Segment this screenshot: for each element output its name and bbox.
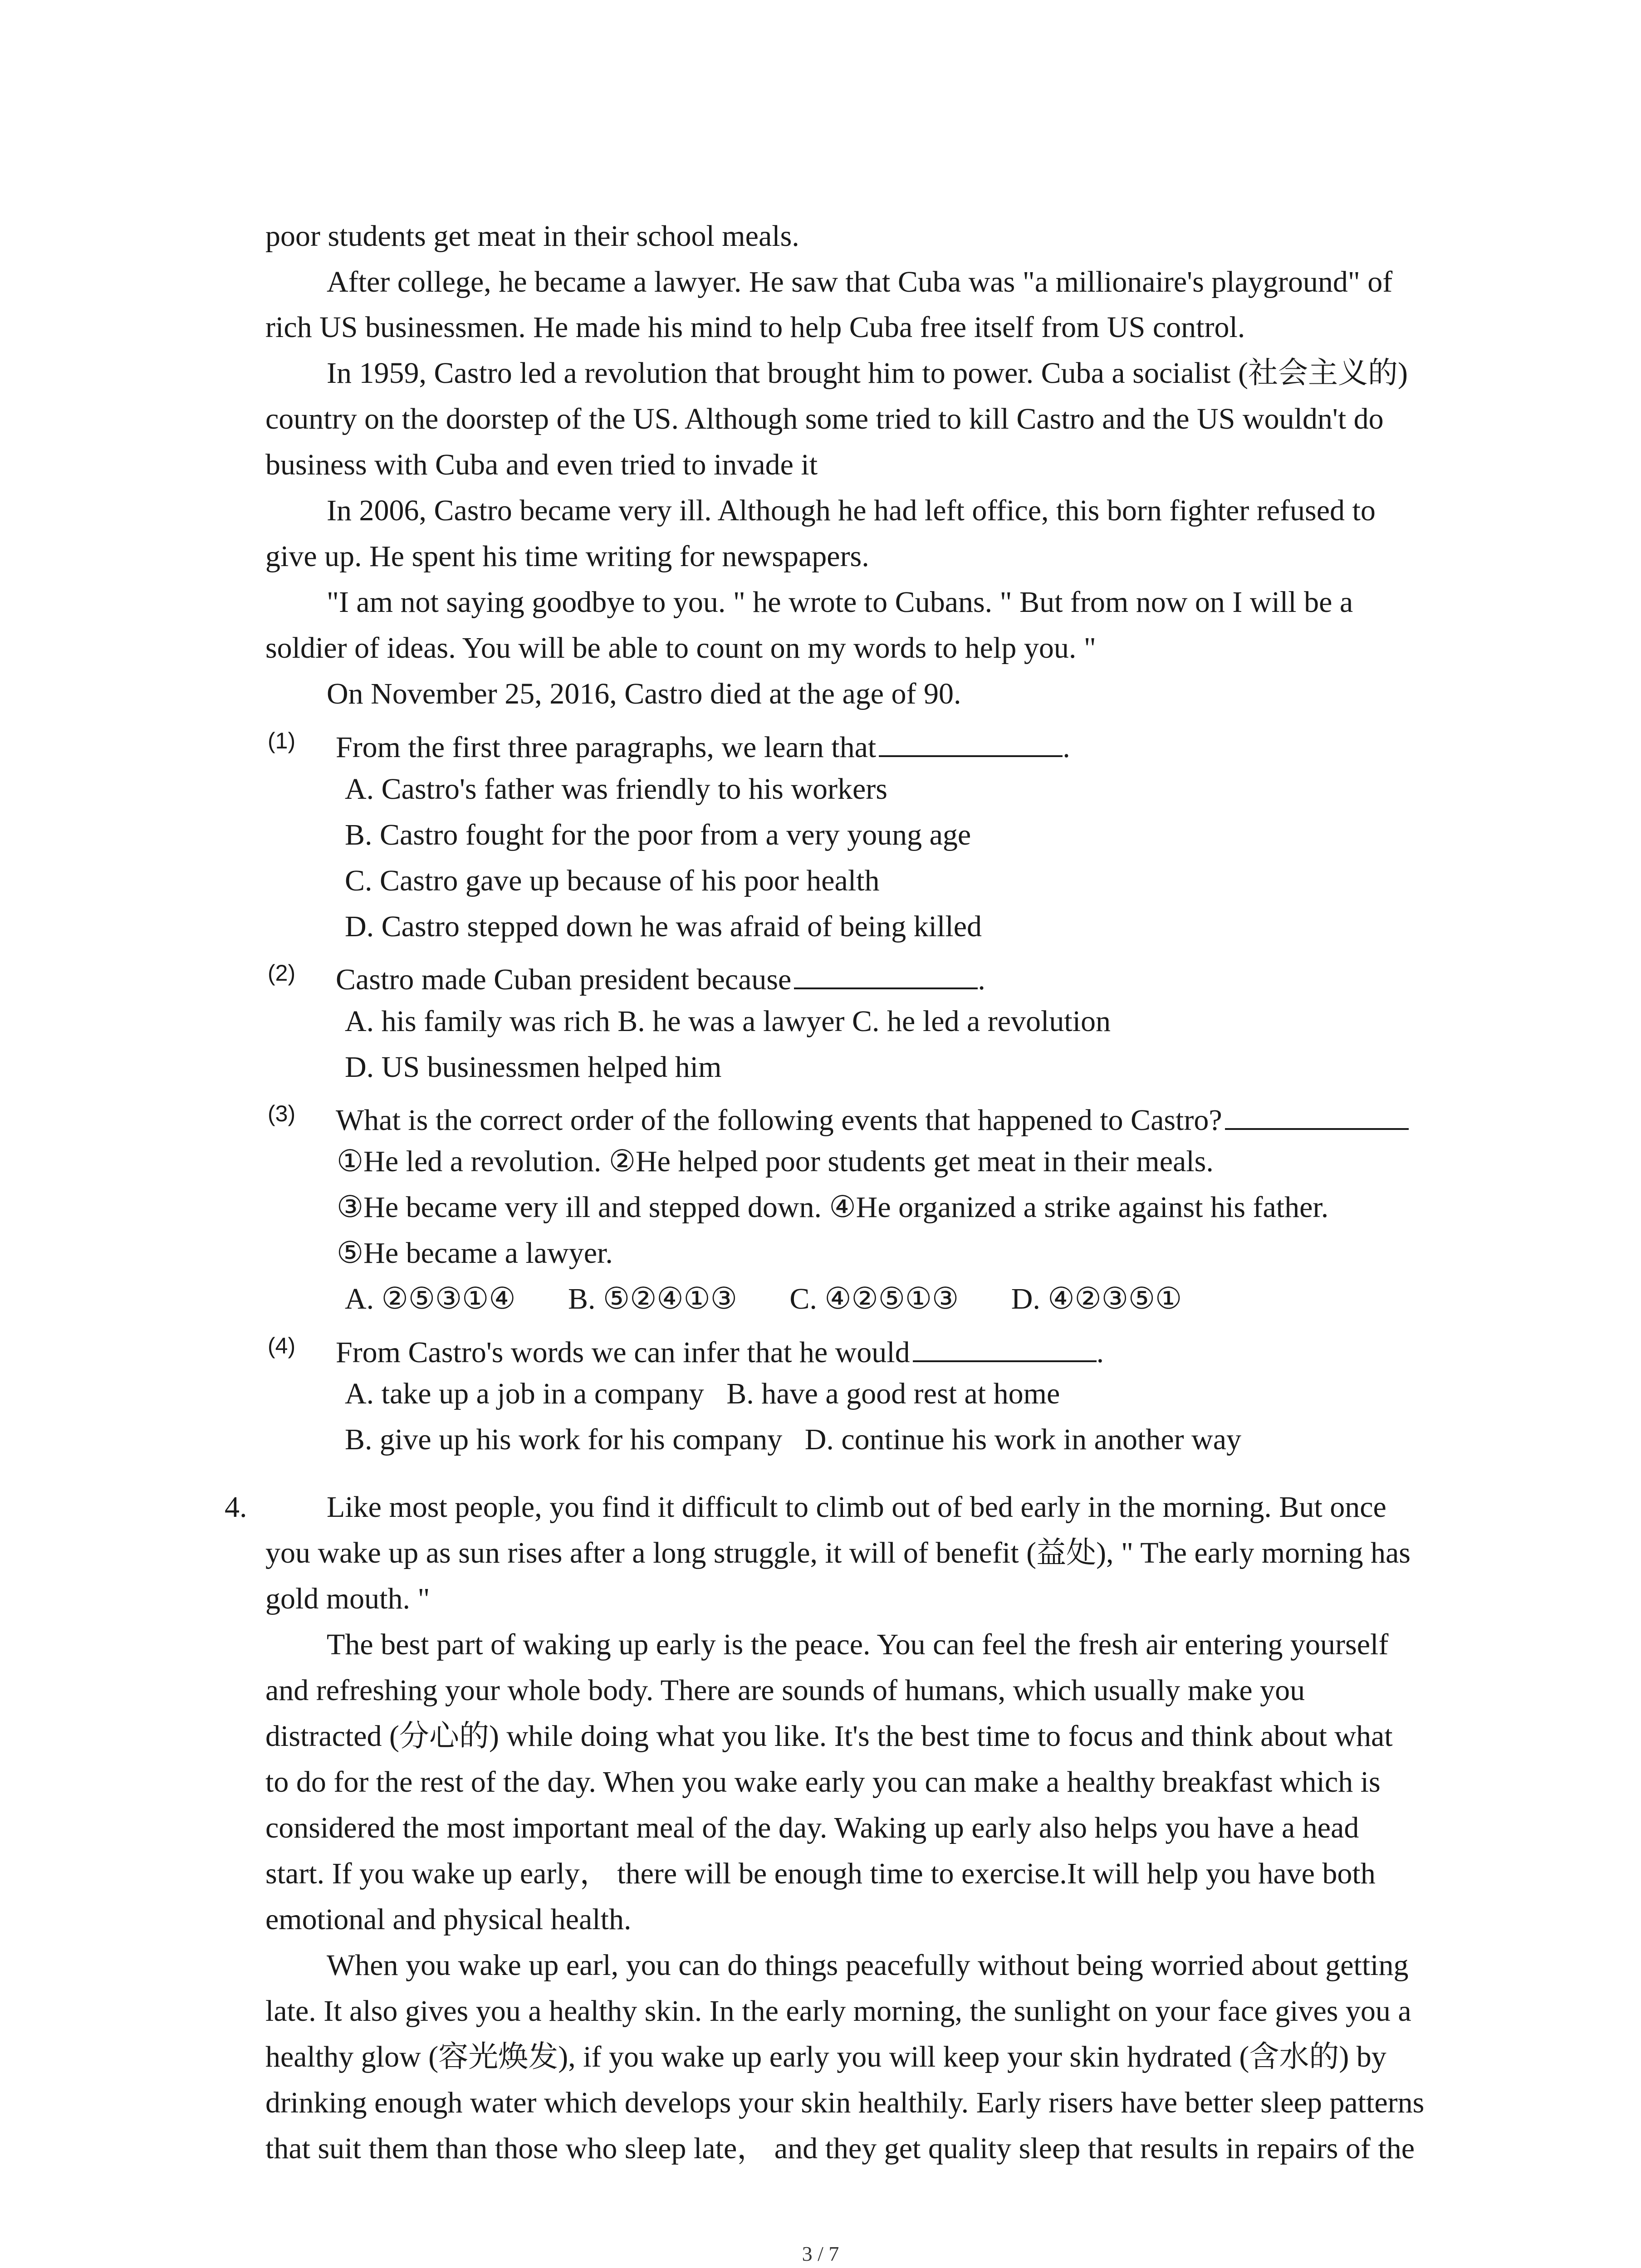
- text-line: rich US businessmen. He made his mind to help Cuba free itself from US control.: [265, 311, 1245, 344]
- question-stem: [336, 728, 1070, 763]
- question-number: (2): [268, 960, 296, 986]
- text-line: The best part of waking up early is the peace. You can feel the fresh air entering yourself: [327, 1628, 1389, 1661]
- text-line: gold mouth. ": [265, 1582, 430, 1615]
- text-line: drinking enough water which develops your skin healthily. Early risers have better sleep patterns: [265, 2086, 1425, 2119]
- question-stem: [336, 1101, 1409, 1135]
- text-line: In 1959, Castro led a revolution that brought him to power. Cuba a socialist (社会主义的): [327, 357, 1408, 390]
- text-line: distracted (分心的) while doing what you like. It's the best time to focus and think about what: [265, 1720, 1393, 1753]
- question-stem-text: Castro made Cuban president because: [336, 963, 792, 996]
- text-line: poor students get meat in their school meals.: [265, 220, 799, 253]
- text-line: to do for the rest of the day. When you wake early you can make a healthy breakfast which is: [265, 1765, 1381, 1799]
- section-number: 4.: [225, 1491, 247, 1524]
- question-stem-text: From Castro's words we can infer that he would: [336, 1336, 910, 1369]
- text-line: On November 25, 2016, Castro died at the age of 90.: [327, 677, 961, 710]
- event-list-line: ⑤He became a lawyer.: [337, 1237, 613, 1270]
- question-stem-end: .: [978, 963, 985, 996]
- answer-blank[interactable]: [913, 1333, 1097, 1362]
- text-line: country on the doorstep of the US. Although some tried to kill Castro and the US wouldn't do: [265, 402, 1384, 435]
- answer-option: D. US businessmen helped him: [345, 1051, 722, 1084]
- text-line: you wake up as sun rises after a long struggle, it will of benefit (益处), " The early morning has: [265, 1536, 1411, 1569]
- text-line: soldier of ideas. You will be able to count on my words to help you. ": [265, 631, 1096, 665]
- question-stem-text: What is the correct order of the following events that happened to Castro?: [336, 1104, 1222, 1137]
- answer-blank[interactable]: [879, 728, 1063, 757]
- answer-option: A. take up a job in a company B. have a good rest at home: [345, 1377, 1060, 1410]
- event-list-line: ③He became very ill and stepped down. ④He organized a strike against his father.: [337, 1191, 1329, 1224]
- question-stem-end: .: [1063, 731, 1070, 764]
- answer-option: A. Castro's father was friendly to his workers: [345, 772, 887, 806]
- answer-option: B. give up his work for his company D. continue his work in another way: [345, 1423, 1242, 1456]
- question-stem-text: From the first three paragraphs, we learn that: [336, 731, 877, 764]
- text-line: business with Cuba and even tried to invade it: [265, 448, 818, 481]
- answer-option: A. ②⑤③①④ B. ⑤②④①③ C. ④②⑤①③ D. ④②③⑤①: [345, 1282, 1182, 1315]
- text-line: Like most people, you find it difficult to climb out of bed early in the morning. But once: [327, 1491, 1386, 1524]
- text-line: When you wake up earl, you can do things peacefully without being worried about getting: [327, 1949, 1409, 1982]
- text-line: considered the most important meal of the day. Waking up early also helps you have a head: [265, 1811, 1359, 1844]
- text-line: and refreshing your whole body. There are sounds of humans, which usually make you: [265, 1674, 1305, 1707]
- text-line: After college, he became a lawyer. He saw that Cuba was "a millionaire's playground" of: [327, 265, 1393, 298]
- answer-option: C. Castro gave up because of his poor health: [345, 864, 880, 897]
- question-stem-end: .: [1096, 1336, 1104, 1369]
- text-line: "I am not saying goodbye to you. " he wrote to Cubans. " But from now on I will be a: [327, 586, 1353, 619]
- event-list-line: ①He led a revolution. ②He helped poor students get meat in their meals.: [337, 1145, 1214, 1178]
- answer-blank[interactable]: [1225, 1101, 1409, 1130]
- answer-option: A. his family was rich B. he was a lawyer C. he led a revolution: [345, 1005, 1111, 1038]
- text-line: start. If you wake up early， there will be enough time to exercise.It will help you have both: [265, 1857, 1376, 1890]
- answer-option: D. Castro stepped down he was afraid of being killed: [345, 910, 982, 943]
- question-stem: [336, 1333, 1104, 1368]
- question-stem: [336, 960, 985, 995]
- text-line: emotional and physical health.: [265, 1903, 632, 1936]
- answer-option: B. Castro fought for the poor from a very young age: [345, 818, 971, 851]
- question-number: (3): [268, 1101, 296, 1126]
- question-number: (4): [268, 1333, 296, 1359]
- answer-blank[interactable]: [794, 960, 978, 989]
- text-line: In 2006, Castro became very ill. Although he had left office, this born fighter refused to: [327, 494, 1376, 527]
- text-line: that suit them than those who sleep late， and they get quality sleep that results in repairs of the: [265, 2132, 1415, 2165]
- question-number: (1): [268, 728, 296, 753]
- page-number: 3 / 7: [802, 2242, 839, 2265]
- text-line: late. It also gives you a healthy skin. In the early morning, the sunlight on your face gives you a: [265, 1994, 1411, 2028]
- text-line: healthy glow (容光焕发), if you wake up early you will keep your skin hydrated (含水的) by: [265, 2040, 1386, 2073]
- text-line: give up. He spent his time writing for newspapers.: [265, 540, 869, 573]
